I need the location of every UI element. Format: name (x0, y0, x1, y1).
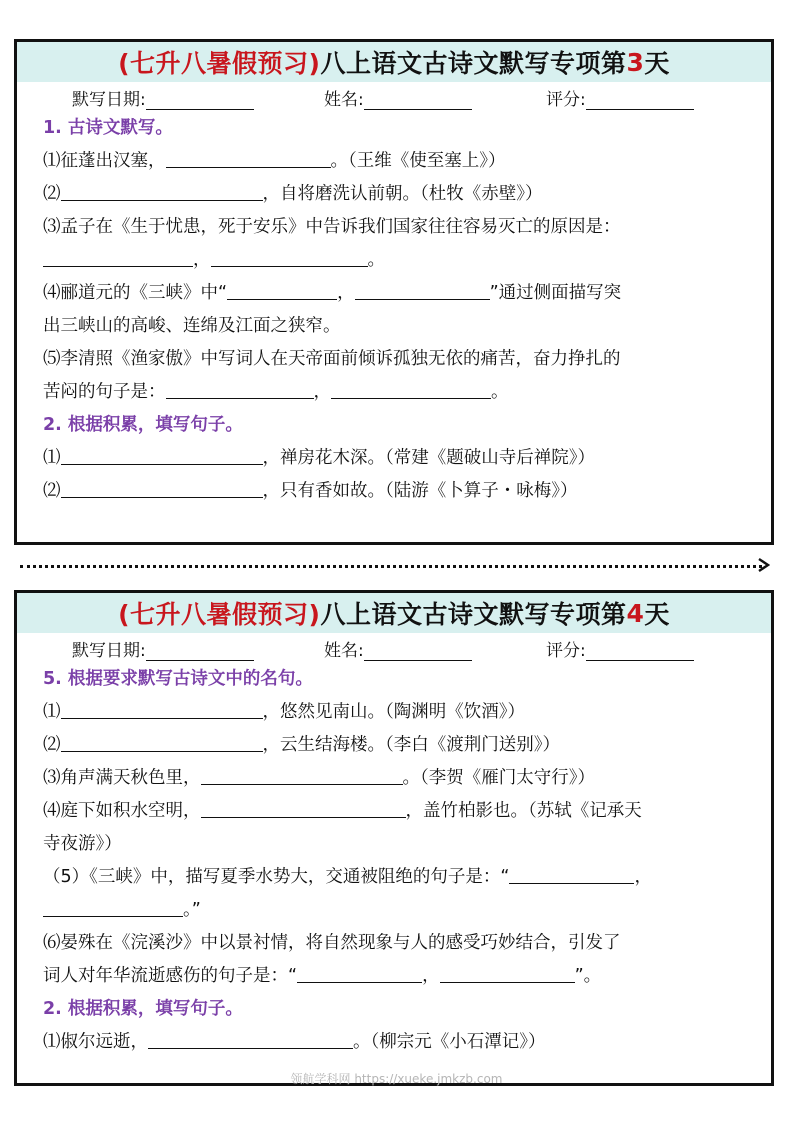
answer-blank[interactable] (166, 149, 331, 168)
question-line: ， 。 (43, 244, 751, 277)
day3-title (17, 42, 771, 82)
question-line: 出三峡山的高峻、连绵及江面之狭窄。 (43, 316, 341, 336)
answer-blank[interactable] (61, 733, 263, 752)
day3-meta-row (17, 82, 771, 112)
section-heading: 2. 根据积累，填写句子。 (43, 999, 243, 1019)
name-label: 姓名: (324, 640, 364, 661)
day3-questions (17, 112, 771, 508)
question-line: ⑸李清照《渔家傲》中写词人在天帝面前倾诉孤独无依的痛苦，奋力挣扎的 (43, 349, 621, 369)
answer-blank[interactable] (509, 865, 634, 884)
day4-questions (17, 663, 771, 1059)
day4-title (17, 593, 771, 633)
score-field[interactable] (586, 93, 694, 110)
day4-title-number: 4 (626, 598, 645, 628)
answer-blank[interactable] (440, 964, 575, 983)
answer-blank[interactable] (201, 766, 403, 785)
score-field[interactable] (586, 644, 694, 661)
question-line: （5）《三峡》中，描写夏季水势大，交通被阻绝的句子是：“ ， (43, 867, 652, 887)
answer-blank[interactable] (43, 898, 183, 917)
answer-blank[interactable] (227, 281, 337, 300)
question-line: ⑹晏殊在《浣溪沙》中以景衬情，将自然现象与人的感受巧妙结合，引发了 (43, 933, 621, 953)
answer-blank[interactable] (148, 1030, 353, 1049)
question-line: 词人对年华流逝感伤的句子是：“ ， ”。 (43, 966, 602, 986)
answer-blank[interactable] (331, 380, 491, 399)
day4-title-prefix: (七升八暑假预习) (118, 600, 321, 629)
day3-title-suffix: 天 (644, 49, 670, 78)
score-label: 评分: (546, 640, 586, 661)
answer-blank[interactable] (355, 281, 490, 300)
answer-blank[interactable] (211, 248, 368, 267)
question-line: ⑵ ，云生结海楼。（李白《渡荆门送别》） (43, 735, 560, 755)
worksheet-day3 (14, 39, 774, 545)
day4-title-main: 八上语文古诗文默写专项第 (320, 600, 627, 629)
answer-blank[interactable] (43, 248, 193, 267)
date-label: 默写日期: (72, 89, 146, 110)
question-line: ⑴ ，悠然见南山。（陶渊明《饮酒》） (43, 702, 525, 722)
watermark-footer: 领航学科网 https://xueke.jmkzb.com (290, 1072, 503, 1086)
date-label: 默写日期: (72, 640, 146, 661)
section-heading: 5. 根据要求默写古诗文中的名句。 (43, 669, 313, 689)
score-label: 评分: (546, 89, 586, 110)
section-heading: 1. 古诗文默写。 (43, 118, 173, 138)
question-line: ⑴俶尔远逝， 。（柳宗元《小石潭记》） (43, 1032, 546, 1052)
question-line: 苦闷的句子是： ， 。 (43, 382, 509, 402)
question-line: ⑶角声满天秋色里， 。（李贺《雁门太守行》） (43, 768, 595, 788)
day3-title-main: 八上语文古诗文默写专项第 (320, 49, 627, 78)
answer-blank[interactable] (61, 446, 263, 465)
question-line: 。” (43, 894, 751, 927)
day4-meta-row (17, 633, 771, 663)
arrow-right-icon (756, 558, 770, 572)
date-field[interactable] (146, 644, 254, 661)
day3-title-prefix: (七升八暑假预习) (118, 49, 321, 78)
day4-title-suffix: 天 (644, 600, 670, 629)
question-line: ⑷庭下如积水空明， ，盖竹柏影也。（苏轼《记承天 (43, 801, 642, 821)
day3-title-number: 3 (626, 47, 645, 77)
question-line: ⑴征蓬出汉塞， 。（王维《使至塞上》） (43, 151, 506, 171)
question-line: ⑶孟子在《生于忧患，死于安乐》中告诉我们国家往往容易灭亡的原因是： (43, 217, 621, 237)
worksheet-day4 (14, 590, 774, 1086)
question-line: 寺夜游》） (43, 834, 122, 854)
name-field[interactable] (364, 93, 472, 110)
question-line: ⑴ ，禅房花木深。（常建《题破山寺后禅院》） (43, 448, 595, 468)
answer-blank[interactable] (166, 380, 314, 399)
answer-blank[interactable] (61, 700, 263, 719)
section-heading: 2. 根据积累，填写句子。 (43, 415, 243, 435)
answer-blank[interactable] (61, 479, 263, 498)
question-line: ⑵ ，自将磨洗认前朝。（杜牧《赤壁》） (43, 184, 543, 204)
question-line: ⑵ ，只有香如故。（陆游《卜算子・咏梅》） (43, 481, 578, 501)
answer-blank[interactable] (201, 799, 406, 818)
name-label: 姓名: (324, 89, 364, 110)
date-field[interactable] (146, 93, 254, 110)
answer-blank[interactable] (61, 182, 263, 201)
dotted-divider (20, 565, 762, 568)
question-line: ⑷郦道元的《三峡》中“ ， ”通过侧面描写突 (43, 283, 622, 303)
answer-blank[interactable] (297, 964, 422, 983)
name-field[interactable] (364, 644, 472, 661)
